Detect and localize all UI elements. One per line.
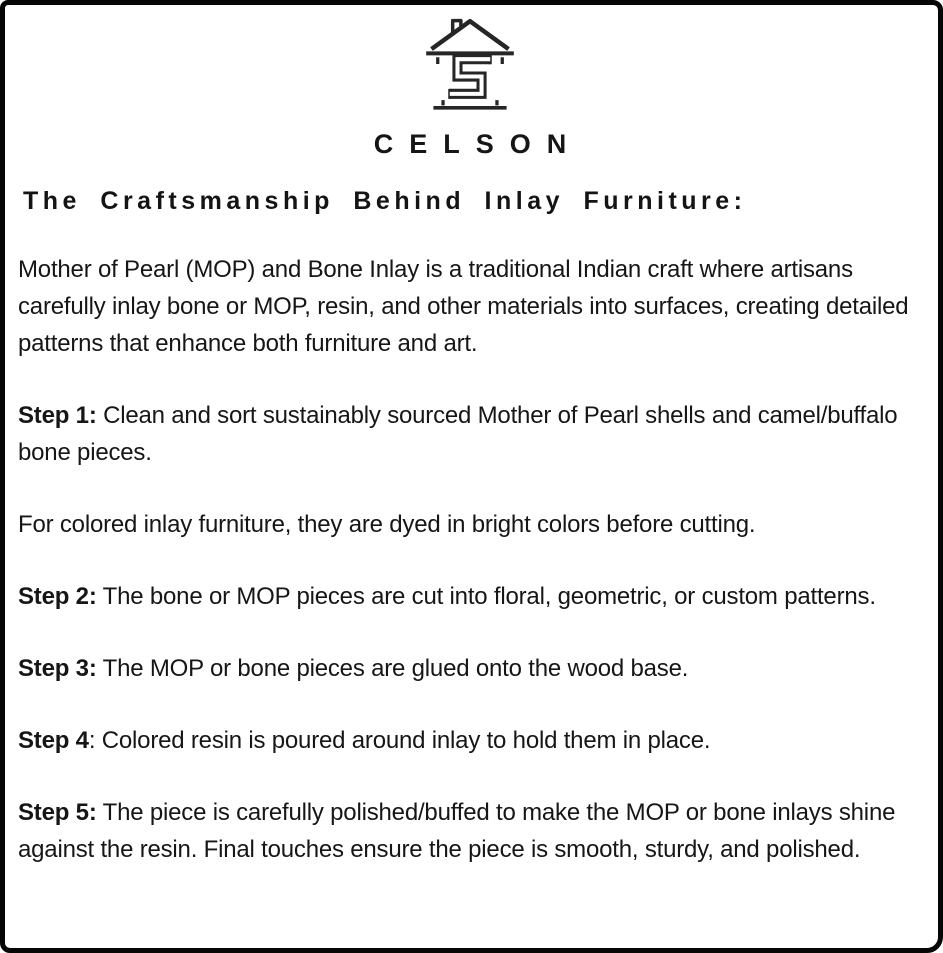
paragraph-text: Clean and sort sustainably sourced Mother of Pearl shells and camel/buffalo bone pieces. [18, 402, 898, 466]
brand-name: CELSON [373, 129, 583, 159]
step-1-label: Step 1: [18, 402, 97, 429]
paragraph-step-5 [18, 794, 922, 868]
paragraph-step-1 [18, 397, 922, 471]
paragraph-text: The MOP or bone pieces are glued onto the wood base. [96, 655, 689, 682]
paragraph-intro [18, 251, 922, 362]
paragraph-text: : Colored resin is poured around inlay to hold them in place. [88, 727, 711, 754]
paragraph-step-2 [18, 578, 922, 615]
paragraph-step-3 [18, 650, 922, 687]
paragraph-text: The piece is carefully polished/buffed to make the MOP or bone inlays shine against the resin. Final touches ensure the piece is smooth, sturdy, and polished. [18, 799, 896, 863]
paragraph-colored-note [18, 506, 922, 543]
paragraph-step-4 [18, 722, 922, 759]
step-5-label: Step 5: [18, 799, 97, 826]
step-2-label: Step 2: [18, 583, 97, 610]
page-title: The Craftsmanship Behind Inlay Furniture: [23, 187, 747, 215]
logo [18, 12, 922, 121]
paragraph-text: Mother of Pearl (MOP) and Bone Inlay is a traditional Indian craft where artisans carefully inlay bone or MOP, resin, and other materials into surfaces, creating detailed patterns that enhance both furniture and art. [18, 256, 909, 357]
celson-house-logo-icon [421, 12, 519, 116]
step-4-label: Step 4 [18, 727, 89, 754]
paragraph-text: For colored inlay furniture, they are dyed in bright colors before cutting. [18, 511, 756, 538]
step-3-label: Step 3: [18, 655, 97, 682]
paragraph-text: The bone or MOP pieces are cut into floral, geometric, or custom patterns. [96, 583, 876, 610]
